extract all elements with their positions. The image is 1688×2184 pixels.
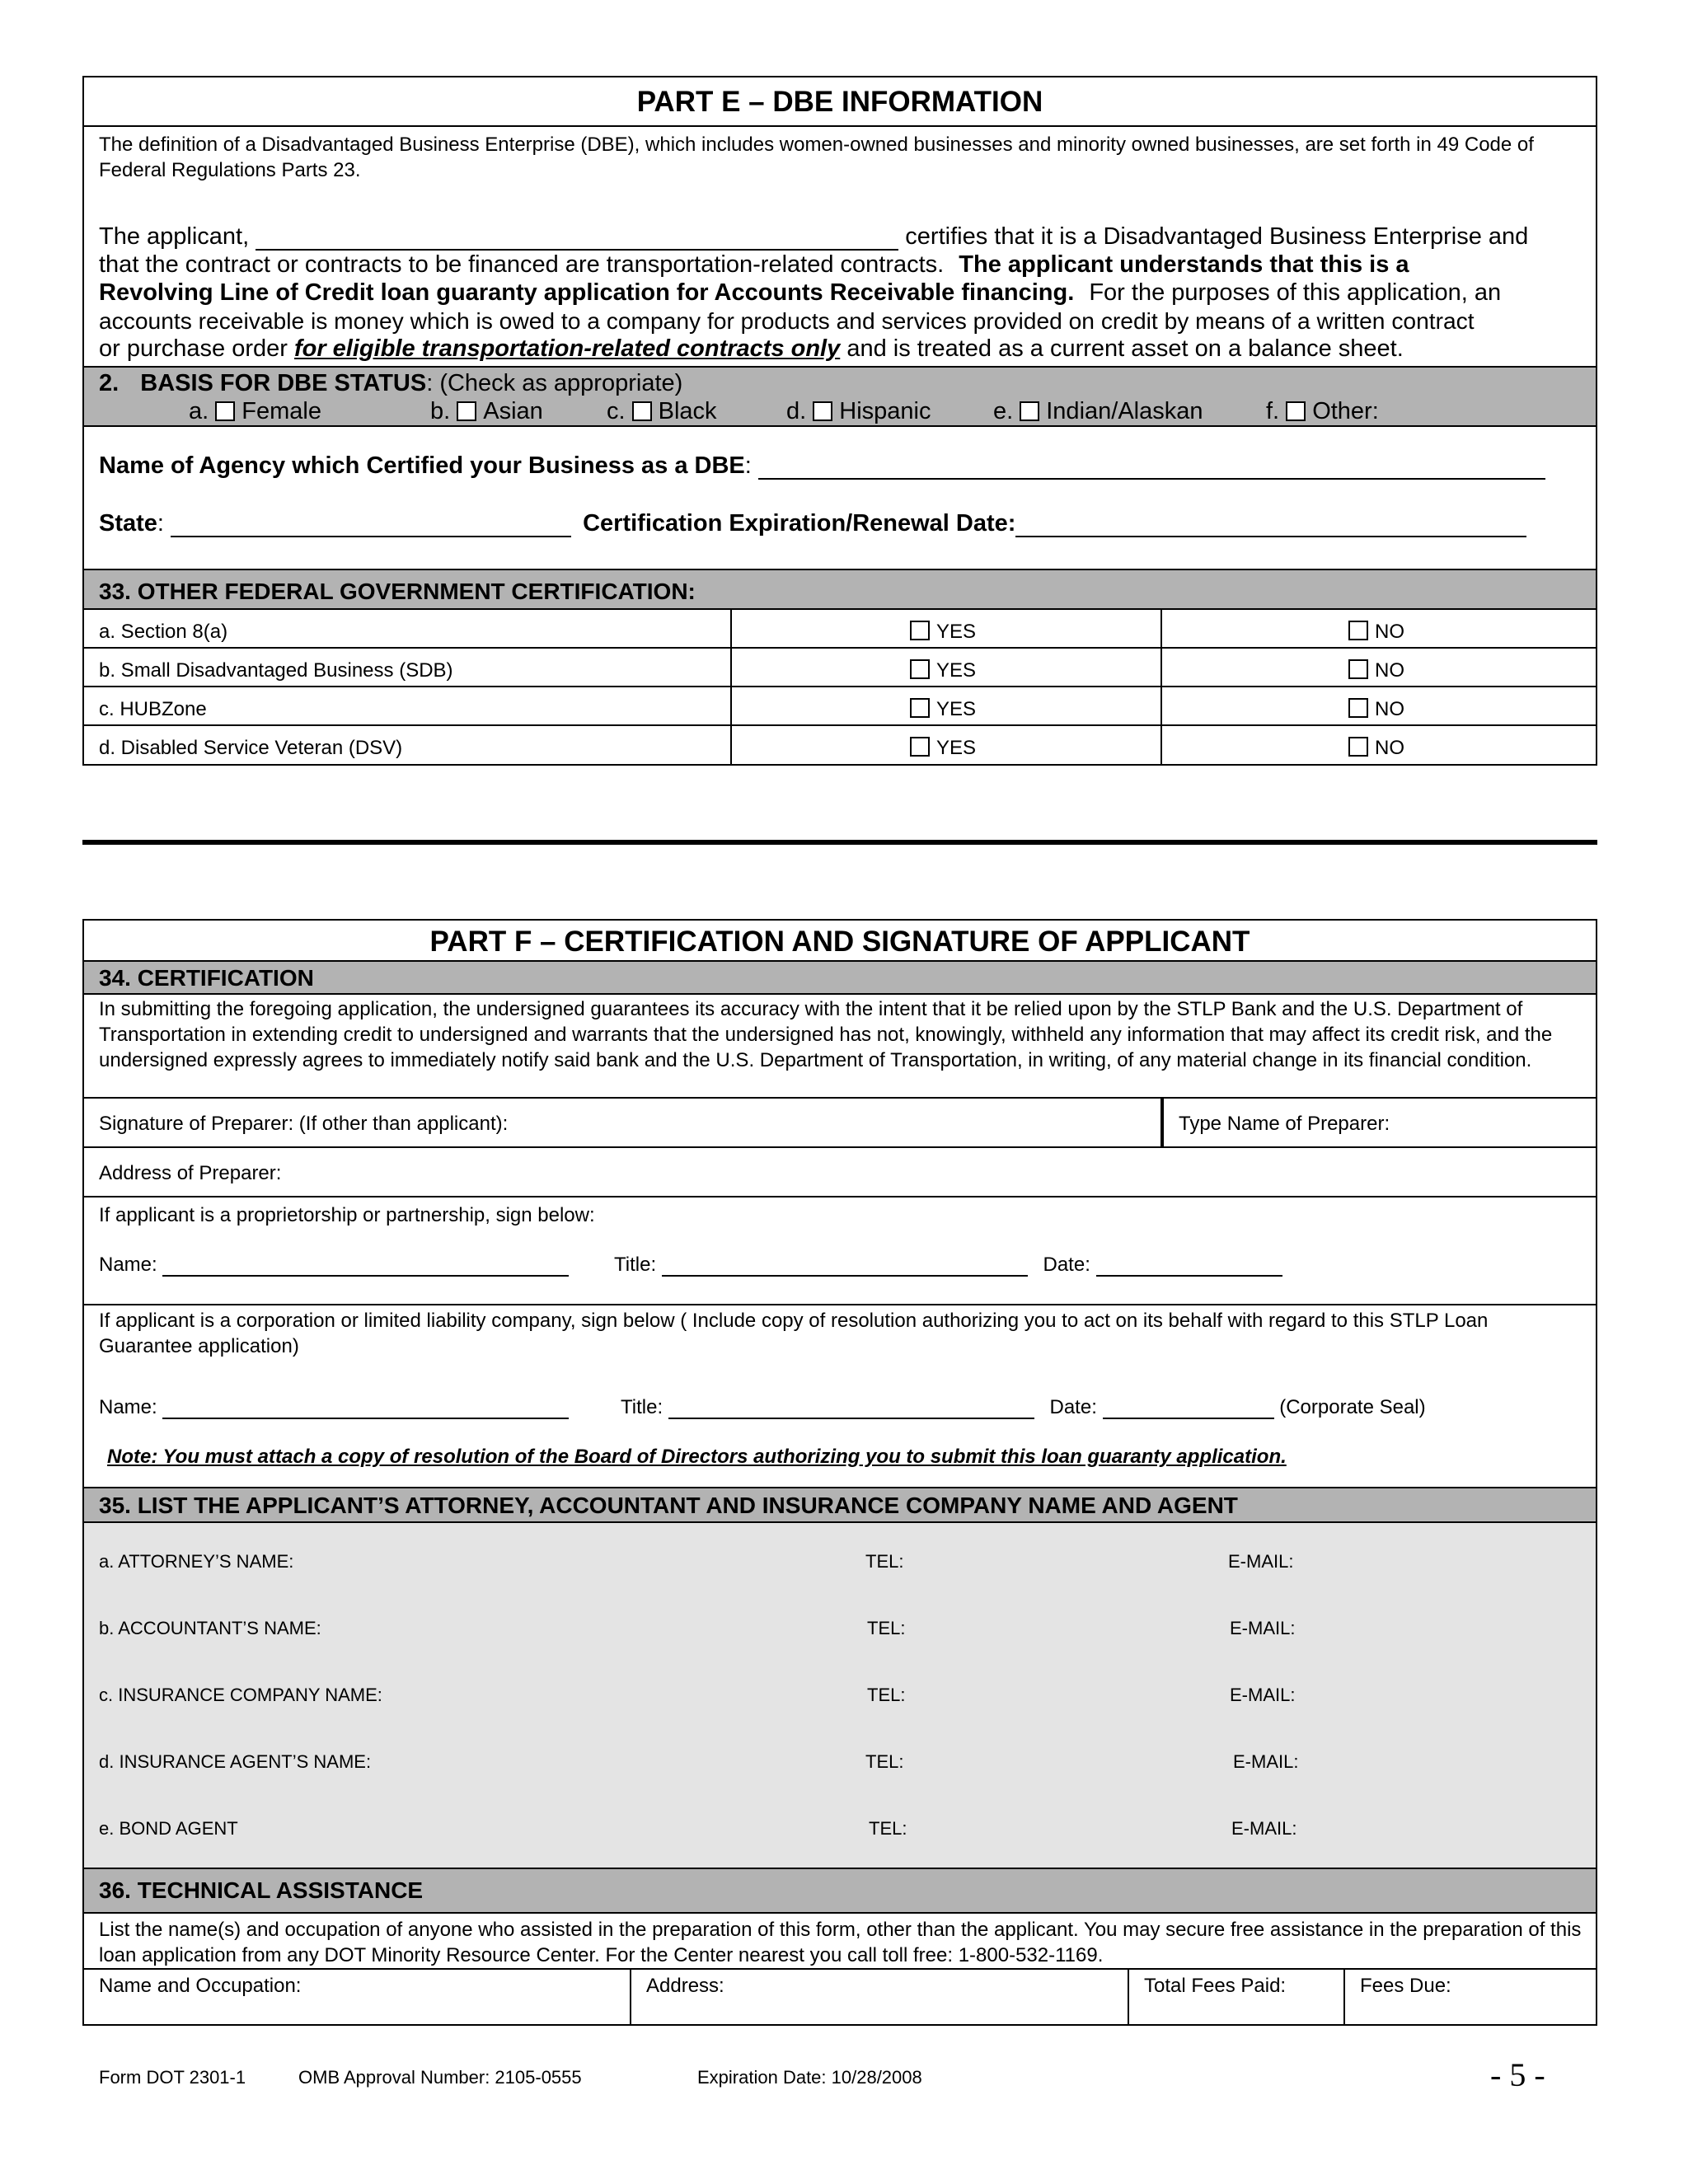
bond-agent-email: E-MAIL: bbox=[1231, 1818, 1297, 1839]
checkbox-indian-alaskan[interactable] bbox=[1020, 401, 1039, 421]
dbe-definition-block bbox=[84, 127, 1596, 368]
total-fees-label: Total Fees Paid: bbox=[1144, 1975, 1287, 1997]
cert-expiration-field[interactable] bbox=[1015, 513, 1526, 537]
part-e-section bbox=[82, 76, 1597, 766]
applicant-line-5: or purchase order for eligible transportation-related contracts only and is treated as a current asset on a balance sheet. bbox=[99, 335, 1404, 362]
applicant-line-2: that the contract or contracts to be financed are transportation-related contracts. The applicant understands that this is a bbox=[99, 251, 1409, 278]
page-number: - 5 - bbox=[1490, 2056, 1545, 2093]
applicant-line-3: Revolving Line of Credit loan guaranty application for Accounts Receivable financing. For the purposes of this application, an bbox=[99, 279, 1502, 306]
preparer-address-row bbox=[84, 1148, 1596, 1197]
checkbox-hispanic[interactable] bbox=[813, 401, 832, 421]
insurance-agent-tel: TEL: bbox=[865, 1751, 904, 1772]
checkbox-female[interactable] bbox=[215, 401, 235, 421]
board-resolution-note: Note: You must attach a copy of resolution of the Board of Directors authorizing you to submit this loan guaranty application. bbox=[107, 1446, 1287, 1468]
tech-assistance-text: List the name(s) and occupation of anyone who assisted in the preparation of this form, other than the applicant. You may secure free assistance in the preparation of this loan application from any DOT Minority Resource Center. For the Center nearest you call toll free: 1-800-532-1169. bbox=[99, 1919, 1582, 1966]
contacts-block bbox=[84, 1523, 1596, 1869]
checkbox-asian[interactable] bbox=[457, 401, 476, 421]
yes-option[interactable]: YES bbox=[910, 737, 976, 760]
federal-cert-header-row bbox=[84, 570, 1596, 610]
no-option[interactable]: NO bbox=[1348, 621, 1404, 644]
corporation-sign-line: Name: Title: Date: (Corporate Seal) bbox=[99, 1396, 1426, 1418]
omb-approval: OMB Approval Number: 2105-0555 bbox=[298, 2067, 582, 2088]
basis-option-other[interactable]: f. Other: bbox=[1266, 398, 1379, 424]
proprietorship-sign-line: Name: Title: Date: bbox=[99, 1254, 1282, 1277]
tech-assistance-text-row bbox=[84, 1914, 1596, 1970]
insurance-company-email: E-MAIL: bbox=[1230, 1685, 1296, 1705]
corporate-title-field[interactable] bbox=[668, 1398, 1034, 1419]
proprietor-date-field[interactable] bbox=[1096, 1255, 1282, 1277]
no-option[interactable]: NO bbox=[1348, 737, 1404, 760]
accountant-tel: TEL: bbox=[867, 1618, 906, 1638]
proprietorship-row bbox=[84, 1197, 1596, 1305]
certification-text: In submitting the foregoing application, the undersigned guarantees its accuracy with the intent that it be relied upon by the STLP Bank and the U.S. Department of Transportation in extending credit to undersigned and warrants that the undersigned has not, knowingly, withheld any information that may affect its credit risk, and the undersigned expressly agrees to immediately notify said bank and the U.S. Department of Transportation, in writing, of any material change in its financial condition. bbox=[99, 998, 1553, 1071]
applicant-line-4: accounts receivable is money which is owed to a company for products and services provided on credit by means of a written contract bbox=[99, 307, 1475, 334]
checkbox-black[interactable] bbox=[632, 401, 652, 421]
address-of-preparer: Address of Preparer: bbox=[99, 1162, 282, 1184]
insurance-company-tel: TEL: bbox=[867, 1685, 906, 1705]
checkbox-other[interactable] bbox=[1286, 401, 1306, 421]
federal-row-sdb: b. Small Disadvantaged Business (SDB) YES NO bbox=[84, 649, 1596, 687]
basis-option-indian-alaskan[interactable]: e. Indian/Alaskan bbox=[993, 398, 1203, 424]
proprietor-name-field[interactable] bbox=[162, 1255, 569, 1277]
agency-name-field[interactable] bbox=[758, 455, 1545, 480]
state-line: State: Certification Expiration/Renewal Date: bbox=[99, 509, 1526, 537]
part-f-section bbox=[82, 919, 1597, 2026]
name-occupation-label: Name and Occupation: bbox=[99, 1975, 302, 1997]
federal-row-hubzone: c. HUBZone YES NO bbox=[84, 687, 1596, 726]
corporate-name-field[interactable] bbox=[162, 1398, 569, 1419]
bond-agent-tel: TEL: bbox=[869, 1818, 907, 1839]
contact-accountant: b. ACCOUNTANT’S NAME: bbox=[99, 1618, 321, 1638]
basis-option-female[interactable]: a. Female bbox=[189, 398, 321, 424]
federal-row-dsv: d. Disabled Service Veteran (DSV) YES NO bbox=[84, 726, 1596, 764]
proprietor-title-field[interactable] bbox=[662, 1255, 1028, 1277]
applicant-statement bbox=[99, 223, 1591, 363]
preparer-signature-row bbox=[84, 1099, 1596, 1148]
part-e-title-row bbox=[84, 77, 1596, 127]
corporate-seal: (Corporate Seal) bbox=[1279, 1396, 1426, 1418]
part-f-title: PART F – CERTIFICATION AND SIGNATURE OF APPLICANT bbox=[429, 926, 1250, 958]
part-e-title: PART E – DBE INFORMATION bbox=[636, 86, 1043, 118]
certification-header: 34. CERTIFICATION bbox=[99, 965, 314, 991]
expiration-date: Expiration Date: 10/28/2008 bbox=[697, 2067, 922, 2088]
federal-cert-header: 33. OTHER FEDERAL GOVERNMENT CERTIFICATION: bbox=[99, 579, 696, 604]
attorney-tel: TEL: bbox=[865, 1551, 904, 1572]
basis-option-asian[interactable]: b. Asian bbox=[430, 398, 543, 424]
tech-assistance-header-row bbox=[84, 1869, 1596, 1914]
assistance-table-row bbox=[84, 1970, 1596, 2024]
contact-insurance-agent: d. INSURANCE AGENT’S NAME: bbox=[99, 1751, 372, 1772]
section-divider bbox=[82, 840, 1597, 845]
part-f-title-row bbox=[84, 921, 1596, 962]
type-name-of-preparer: Type Name of Preparer: bbox=[1179, 1113, 1390, 1135]
insurance-agent-email: E-MAIL: bbox=[1233, 1751, 1299, 1772]
proprietorship-instruction: If applicant is a proprietorship or partnership, sign below: bbox=[99, 1204, 595, 1226]
fees-due-label: Fees Due: bbox=[1360, 1975, 1451, 1997]
agency-state-block bbox=[84, 427, 1596, 570]
form-number: Form DOT 2301-1 bbox=[99, 2067, 246, 2088]
applicant-line-1: The applicant, certifies that it is a Disadvantaged Business Enterprise and bbox=[99, 223, 1529, 250]
agency-line: Name of Agency which Certified your Business as a DBE: bbox=[99, 452, 1545, 480]
basis-title: 2. BASIS FOR DBE STATUS: (Check as appropriate) bbox=[99, 370, 683, 396]
yes-option[interactable]: YES bbox=[910, 659, 976, 682]
attorney-email: E-MAIL: bbox=[1228, 1551, 1294, 1572]
accountant-email: E-MAIL: bbox=[1230, 1618, 1296, 1638]
yes-option[interactable]: YES bbox=[910, 621, 976, 644]
basis-for-dbe-row bbox=[84, 368, 1596, 427]
corporate-date-field[interactable] bbox=[1103, 1398, 1274, 1419]
applicant-name-field[interactable] bbox=[256, 226, 898, 251]
address-label: Address: bbox=[646, 1975, 724, 1997]
dbe-definition: The definition of a Disadvantaged Business Enterprise (DBE), which includes women-owned businesses and minority owned businesses, are set forth in 49 Code of Federal Regulations Parts 23. bbox=[99, 134, 1534, 181]
certification-header-row bbox=[84, 962, 1596, 995]
list-header: 35. LIST THE APPLICANT’S ATTORNEY, ACCOUNTANT AND INSURANCE COMPANY NAME AND AGENT bbox=[99, 1493, 1238, 1518]
footer bbox=[0, 2052, 1688, 2102]
no-option[interactable]: NO bbox=[1348, 698, 1404, 721]
corporation-instruction: If applicant is a corporation or limited liability company, sign below ( Include copy of resolution authorizing you to act on its behalf with regard to this STLP Loan Guarantee application) bbox=[99, 1310, 1489, 1357]
contact-insurance-company: c. INSURANCE COMPANY NAME: bbox=[99, 1685, 382, 1705]
certification-text-row bbox=[84, 995, 1596, 1099]
corporation-row bbox=[84, 1305, 1596, 1488]
federal-row-section-8a: a. Section 8(a) YES NO bbox=[84, 610, 1596, 649]
contact-attorney: a. ATTORNEY’S NAME: bbox=[99, 1551, 294, 1572]
contact-bond-agent: e. BOND AGENT bbox=[99, 1818, 238, 1839]
yes-option[interactable]: YES bbox=[910, 698, 976, 721]
list-header-row bbox=[84, 1488, 1596, 1523]
basis-option-hispanic[interactable]: d. Hispanic bbox=[786, 398, 931, 424]
tech-assistance-header: 36. TECHNICAL ASSISTANCE bbox=[99, 1877, 424, 1903]
state-field[interactable] bbox=[171, 513, 571, 537]
basis-option-black[interactable]: c. Black bbox=[607, 398, 717, 424]
signature-of-preparer: Signature of Preparer: (If other than applicant): bbox=[99, 1113, 509, 1135]
no-option[interactable]: NO bbox=[1348, 659, 1404, 682]
